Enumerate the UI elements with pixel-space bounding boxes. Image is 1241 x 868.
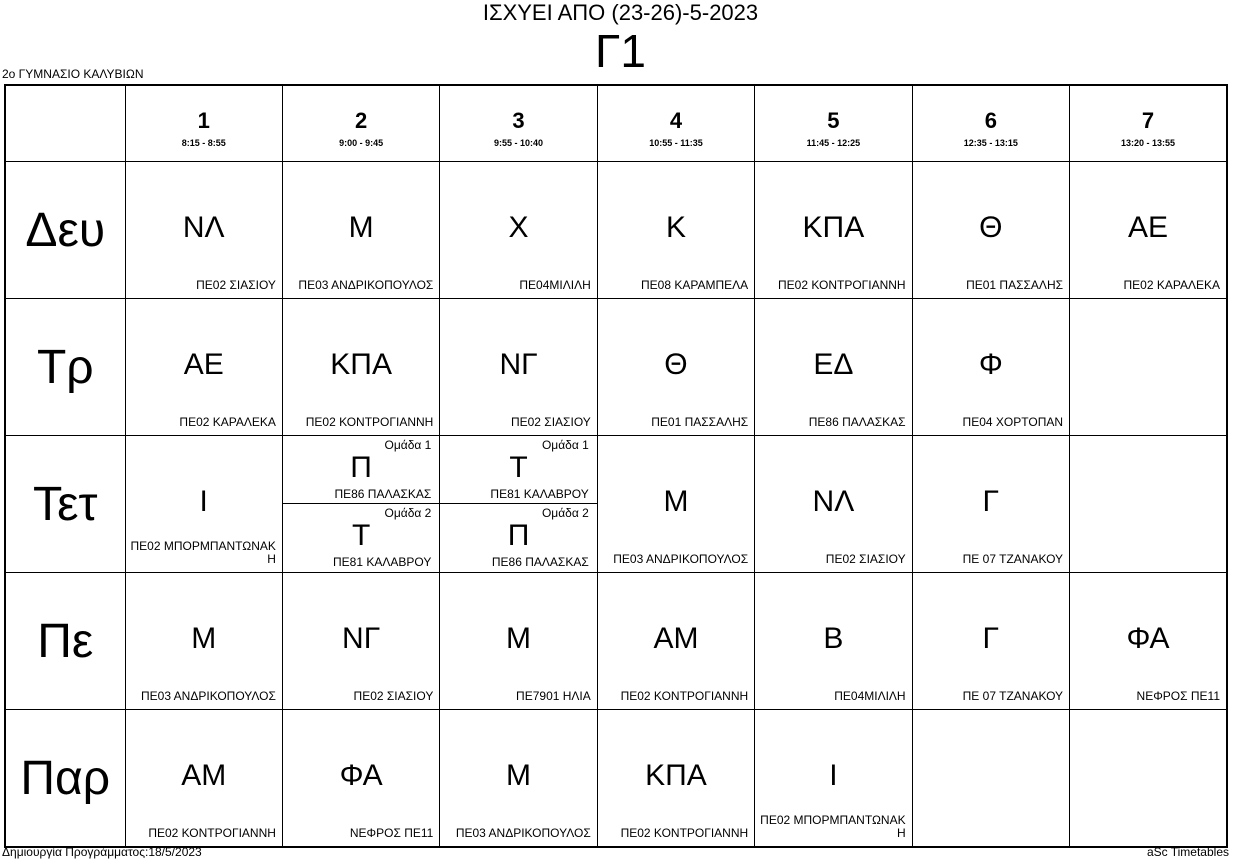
teacher-name: ΠΕ02 ΚΟΝΤΡΟΓΙΑΝΝΗ [305, 415, 434, 429]
teacher-name: ΠΕ81 ΚΑΛΑΒΡΟΥ [333, 555, 432, 569]
period-time: 10:55 - 11:35 [649, 137, 703, 148]
school-name: 2ο ΓΥΜΝΑΣΙΟ ΚΑΛΥΒΙΩΝ [2, 67, 144, 81]
group-label: Ομάδα 2 [384, 506, 432, 520]
teacher-name: ΠΕ08 ΚΑΡΑΜΠΕΛΑ [641, 278, 749, 292]
teacher-name: ΠΕ02 ΚΑΡΑΛΕΚΑ [179, 415, 276, 429]
subject-code: Χ [508, 211, 529, 244]
subject-code: Φ [978, 348, 1003, 381]
period-header [125, 85, 282, 162]
teacher-name: ΠΕ04ΜΙΛΙΛΗ [519, 278, 591, 292]
group-label: Ομάδα 2 [541, 506, 589, 520]
class-title: Γ1 [595, 25, 646, 77]
teacher-name: ΠΕ03 ΑΝΔΡΙΚΟΠΟΥΛΟΣ [613, 552, 749, 566]
subject-code: Μ [191, 622, 217, 655]
teacher-name: ΠΕ02 ΚΑΡΑΛΕΚΑ [1123, 278, 1220, 292]
subject-code: ΝΛ [812, 485, 855, 518]
lesson-cell [125, 299, 282, 436]
subject-code: ΝΓ [342, 622, 381, 655]
subject-code: ΕΔ [813, 348, 854, 381]
lesson-cell [755, 573, 912, 710]
teacher-name: ΠΕ04 ΧΟΡΤΟΠΑΝ [962, 415, 1064, 429]
corner-cell [5, 85, 125, 162]
lesson-cell [755, 710, 912, 848]
lesson-cell [125, 162, 282, 299]
period-time: 8:15 - 8:55 [181, 137, 226, 148]
lesson-cell [440, 299, 597, 436]
subject-code: ΝΓ [499, 348, 538, 381]
split-lesson-cell [440, 436, 597, 573]
subject-code: Θ [979, 211, 1003, 244]
subject-code: ΚΠΑ [802, 211, 865, 244]
lesson-cell [912, 299, 1069, 436]
period-header [912, 85, 1069, 162]
subject-code: Τ [351, 519, 371, 552]
group-label: Ομάδα 1 [384, 438, 432, 452]
period-number: 6 [984, 107, 997, 133]
subject-code: Π [507, 519, 530, 552]
subject-code: Θ [664, 348, 688, 381]
subject-code: Π [350, 451, 372, 484]
validity-title: ΙΣΧΥΕΙ ΑΠΟ (23-26)-5-2023 [482, 0, 759, 25]
teacher-name: ΠΕ02 ΚΟΝΤΡΟΓΙΑΝΝΗ [148, 826, 276, 840]
lesson-cell [755, 162, 912, 299]
period-header [597, 85, 754, 162]
teacher-name: ΠΕ 07 ΤΖΑΝΑΚΟΥ [962, 689, 1064, 703]
software-credit: aSc Timetables [1146, 845, 1229, 859]
lesson-cell [125, 710, 282, 848]
lesson-cell [282, 710, 439, 848]
period-time: 12:35 - 13:15 [963, 137, 1018, 148]
group-2-lesson [440, 504, 596, 571]
empty-cell [1070, 710, 1227, 848]
subject-code: Ι [199, 485, 208, 518]
subject-code: Μ [663, 485, 689, 518]
subject-code: ΑΕ [183, 348, 224, 381]
teacher-name: ΠΕ02 ΚΟΝΤΡΟΓΙΑΝΝΗ [620, 826, 749, 840]
teacher-name: ΠΕ02 ΜΠΟΡΜΠΑΝΤΩΝΑΚ Η [760, 813, 906, 840]
period-time: 11:45 - 12:25 [806, 137, 861, 148]
lesson-cell [597, 436, 754, 573]
period-header-row [5, 85, 1227, 162]
lesson-cell [440, 710, 597, 848]
period-number: 4 [669, 107, 683, 133]
teacher-name: ΠΕ86 ΠΑΛΑΣΚΑΣ [491, 555, 589, 569]
subject-code: ΦΑ [1126, 622, 1170, 655]
teacher-name: ΠΕ02 ΣΙΑΣΙΟΥ [510, 415, 591, 429]
day-row [5, 436, 1227, 573]
lesson-cell [912, 573, 1069, 710]
day-label: Τρ [5, 299, 125, 436]
teacher-name: ΠΕ81 ΚΑΛΑΒΡΟΥ [490, 487, 589, 501]
teacher-name: ΠΕ 07 ΤΖΑΝΑΚΟΥ [962, 552, 1064, 566]
lesson-cell [597, 573, 754, 710]
empty-cell [1070, 436, 1227, 573]
empty-cell [1070, 299, 1227, 436]
period-number: 5 [827, 107, 840, 133]
period-header [282, 85, 439, 162]
group-1-lesson [440, 436, 596, 504]
period-number: 2 [355, 107, 368, 133]
subject-code: Μ [506, 759, 532, 792]
subject-code: Κ [665, 211, 686, 244]
lesson-cell [282, 299, 439, 436]
subject-code: Μ [506, 622, 532, 655]
subject-code: ΦΑ [339, 759, 383, 792]
lesson-cell [597, 299, 754, 436]
teacher-name: ΠΕ01 ΠΑΣΣΑΛΗΣ [651, 415, 749, 429]
teacher-name: ΠΕ7901 ΗΛΙΑ [516, 689, 591, 703]
lesson-cell [755, 299, 912, 436]
teacher-name: ΠΕ03 ΑΝΔΡΙΚΟΠΟΥΛΟΣ [140, 689, 276, 703]
created-date: Δημιουργία Προγράμματος:18/5/2023 [2, 845, 202, 859]
period-header [755, 85, 912, 162]
subject-code: Μ [348, 211, 374, 244]
lesson-cell [1070, 573, 1227, 710]
lesson-cell [440, 573, 597, 710]
subject-code: ΚΠΑ [645, 759, 707, 792]
subject-code: ΑΜ [181, 759, 227, 792]
day-row [5, 162, 1227, 299]
teacher-name: ΠΕ86 ΠΑΛΑΣΚΑΣ [808, 415, 906, 429]
teacher-name: ΝΕΦΡΟΣ ΠΕ11 [1136, 689, 1220, 703]
teacher-name: ΠΕ03 ΑΝΔΡΙΚΟΠΟΥΛΟΣ [298, 278, 434, 292]
period-header [1070, 85, 1227, 162]
empty-cell [912, 710, 1069, 848]
day-label: Πε [5, 573, 125, 710]
period-number: 7 [1141, 107, 1155, 133]
period-time: 9:55 - 10:40 [494, 137, 544, 148]
period-number: 1 [197, 107, 210, 133]
subject-code: ΑΕ [1128, 211, 1169, 244]
split-lesson-cell [282, 436, 439, 573]
subject-code: Τ [509, 451, 528, 484]
teacher-name: ΠΕ02 ΚΟΝΤΡΟΓΙΑΝΝΗ [778, 278, 906, 292]
day-label: Δευ [5, 162, 125, 299]
lesson-cell [125, 436, 282, 573]
lesson-cell [755, 436, 912, 573]
period-time: 13:20 - 13:55 [1120, 137, 1176, 148]
day-row [5, 573, 1227, 710]
lesson-cell [282, 162, 439, 299]
teacher-name: ΠΕ02 ΚΟΝΤΡΟΓΙΑΝΝΗ [620, 689, 749, 703]
subject-code: Γ [982, 485, 1000, 518]
teacher-name: ΠΕ02 ΣΙΑΣΙΟΥ [353, 689, 434, 703]
subject-code: Γ [982, 622, 1000, 655]
period-number: 3 [512, 107, 525, 133]
group-2-lesson [283, 504, 439, 571]
subject-code: ΑΜ [653, 622, 699, 655]
subject-code: Β [823, 622, 844, 655]
lesson-cell [1070, 162, 1227, 299]
teacher-name: ΠΕ02 ΣΙΑΣΙΟΥ [825, 552, 906, 566]
lesson-cell [912, 436, 1069, 573]
teacher-name: ΠΕ04ΜΙΛΙΛΗ [834, 689, 906, 703]
day-row [5, 299, 1227, 436]
lesson-cell [282, 573, 439, 710]
subject-code: ΝΛ [182, 211, 225, 244]
teacher-name: ΠΕ03 ΑΝΔΡΙΚΟΠΟΥΛΟΣ [455, 826, 591, 840]
lesson-cell [440, 162, 597, 299]
lesson-cell [912, 162, 1069, 299]
teacher-name: ΠΕ01 ΠΑΣΣΑΛΗΣ [966, 278, 1064, 292]
period-header [440, 85, 597, 162]
subject-code: ΚΠΑ [330, 348, 392, 381]
group-1-lesson [283, 436, 439, 504]
period-time: 9:00 - 9:45 [339, 137, 384, 148]
day-row [5, 710, 1227, 848]
subject-code: Ι [829, 759, 838, 792]
lesson-cell [597, 162, 754, 299]
timetable [4, 84, 1228, 848]
lesson-cell [125, 573, 282, 710]
teacher-name: ΠΕ86 ΠΑΛΑΣΚΑΣ [334, 487, 432, 501]
lesson-cell [597, 710, 754, 848]
day-label: Τετ [5, 436, 125, 573]
day-label: Παρ [5, 710, 125, 848]
teacher-name: ΠΕ02 ΜΠΟΡΜΠΑΝΤΩΝΑΚ Η [130, 539, 276, 566]
teacher-name: ΝΕΦΡΟΣ ΠΕ11 [349, 826, 434, 840]
group-label: Ομάδα 1 [541, 438, 589, 452]
teacher-name: ΠΕ02 ΣΙΑΣΙΟΥ [196, 278, 276, 292]
